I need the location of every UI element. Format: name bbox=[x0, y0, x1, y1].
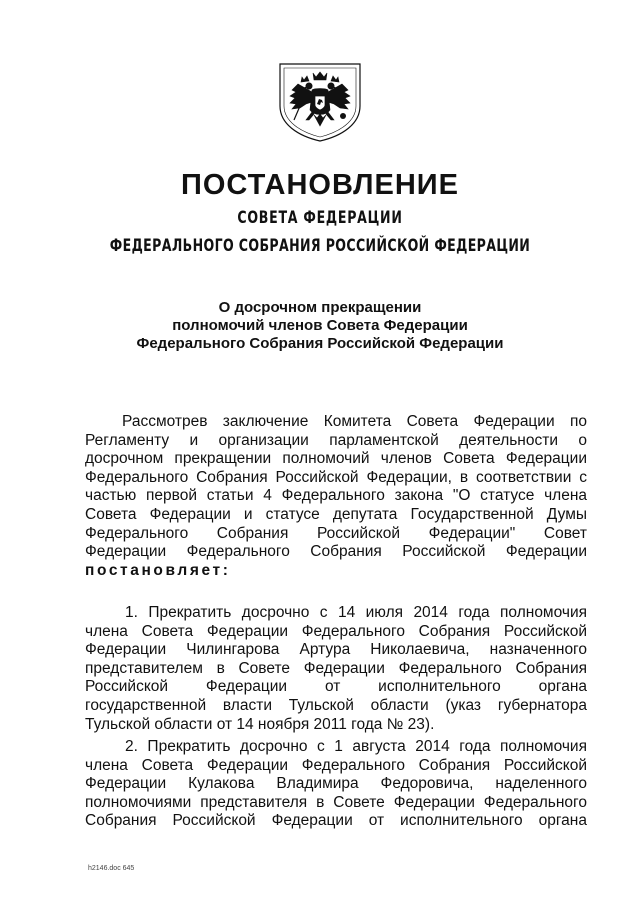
paragraph-line: полномочиями представителя в Совете Федерации Федерального bbox=[85, 793, 587, 811]
paragraph-line: досрочном прекращении полномочий членов Совета Федерации bbox=[85, 450, 587, 468]
paragraph-line: Российской Федерации от исполнительного органа bbox=[85, 678, 587, 696]
resolves-word bbox=[85, 562, 587, 581]
heading-line: полномочий членов Совета Федерации bbox=[172, 317, 468, 334]
resolution-heading bbox=[0, 299, 640, 353]
paragraph-line: члена Совета Федерации Федерального Собрания Российской bbox=[85, 622, 587, 640]
paragraph-line: Собрания Российской Федерации от исполнительного органа bbox=[85, 812, 587, 830]
paragraph-line: Тульской области от 14 ноября 2011 года № 23). bbox=[85, 715, 435, 733]
paragraph-line: Федерации Чилингарова Артура Николаевича, назначенного bbox=[85, 641, 587, 659]
paragraph-line: Регламенту и организации парламентской деятельности о bbox=[85, 431, 587, 449]
paragraph-line: Рассмотрев заключение Комитета Совета Федерации по bbox=[122, 413, 587, 430]
paragraph-line: Федерального Собрания Российской Федерации, в соответствии с bbox=[85, 468, 587, 486]
paragraph-line: Федерации Кулакова Владимира Федоровича, наделенного bbox=[85, 775, 587, 793]
coat-of-arms-emblem bbox=[276, 60, 364, 144]
paragraph-line: члена Совета Федерации Федерального Собрания Российской bbox=[85, 756, 587, 774]
paragraph-line: Федерации Федерального Собрания Российской Федерации bbox=[85, 543, 587, 561]
heading-line: Федерального Собрания Российской Федерации bbox=[136, 335, 504, 352]
document-title: ПОСТАНОВЛЕНИЕ bbox=[181, 169, 459, 201]
paragraph-line: Совета Федерации и статусе депутата Государственной Думы bbox=[85, 505, 587, 523]
paragraph-line: частью первой статьи 4 Федерального закона "О статусе члена bbox=[85, 487, 587, 505]
heading-line: О досрочном прекращении bbox=[218, 299, 422, 316]
paragraph-line: 1. Прекратить досрочно с 14 июля 2014 года полномочия bbox=[125, 604, 587, 621]
paragraph-line: Федерального Собрания Российской Федерации" Совет bbox=[85, 524, 587, 542]
paragraph-line: представителем в Совете Федерации Федерального Собрания bbox=[85, 659, 587, 677]
paragraph-line: государственной власти Тульской области (указ губернатора bbox=[85, 696, 587, 714]
document-subtitle-council: СОВЕТА ФЕДЕРАЦИИ bbox=[237, 208, 403, 228]
document-code: h2146.doc 645 bbox=[88, 865, 135, 872]
resolves-text: постановляет: bbox=[85, 561, 231, 579]
paragraph-line: 2. Прекратить досрочно с 1 августа 2014 года полномочия bbox=[125, 738, 587, 755]
preamble-paragraph bbox=[85, 413, 587, 580]
resolution-item-1 bbox=[85, 604, 587, 734]
document-subtitle-assembly: ФЕДЕРАЛЬНОГО СОБРАНИЯ РОССИЙСКОЙ ФЕДЕРАЦИИ bbox=[109, 236, 531, 256]
resolution-item-2 bbox=[85, 738, 587, 831]
